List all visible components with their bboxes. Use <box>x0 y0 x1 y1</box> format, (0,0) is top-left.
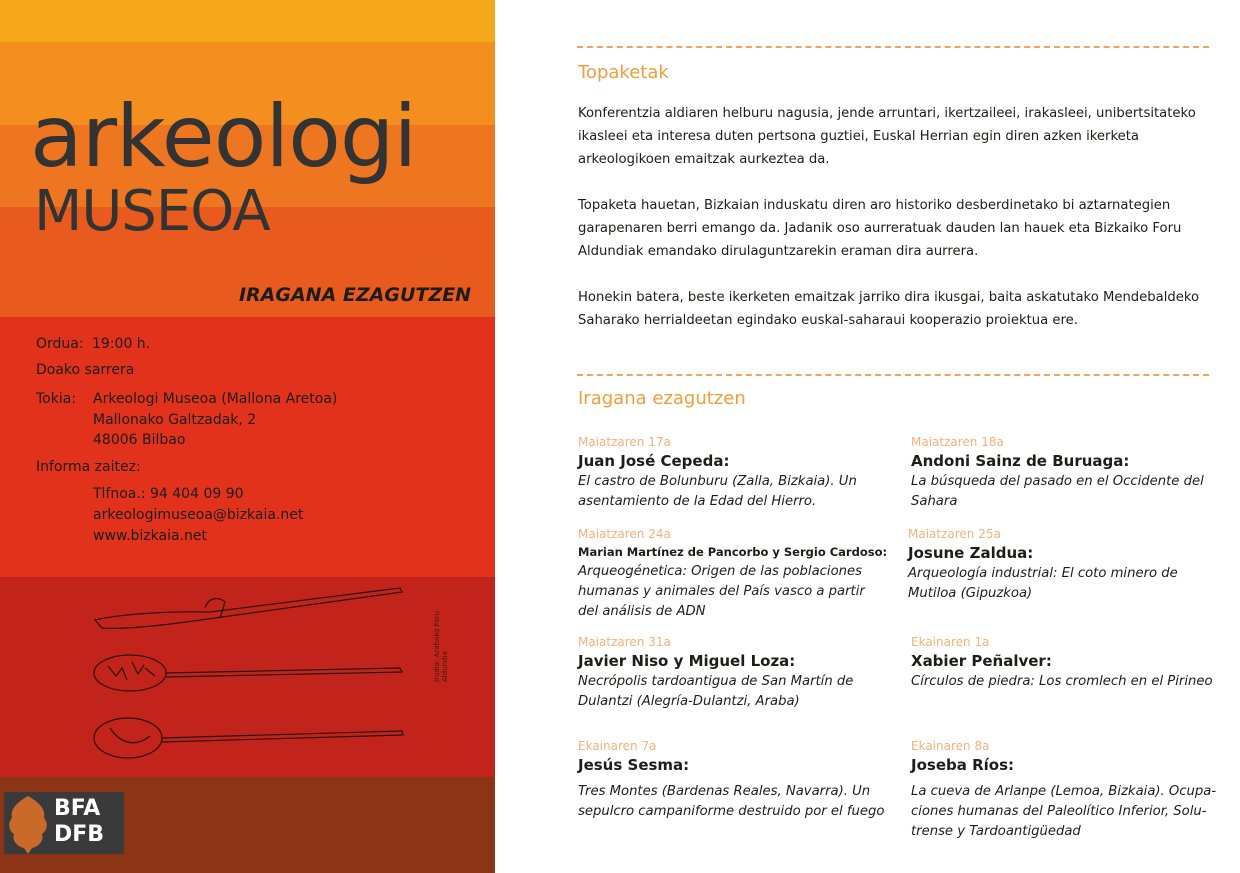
archaeological-tools-illustration <box>90 578 420 768</box>
left-panel <box>0 0 495 873</box>
hour-value: 19:00 h. <box>92 336 151 352</box>
event-speaker: Jesús Sesma: <box>578 756 690 774</box>
hour-label: Ordua: <box>36 336 84 352</box>
web-link[interactable]: www.bizkaia.net <box>93 528 207 544</box>
event-talk: Necrópolis tardoantigua de San Martín de Dulantzi (Alegría-Dulantzi, Araba) <box>578 674 854 709</box>
image-credit: Irudia: Arabako Foru Aldundia <box>433 610 449 682</box>
event-speaker: Javier Niso y Miguel Loza: <box>578 652 796 670</box>
tool-blade <box>95 588 402 628</box>
event-item <box>911 634 1221 692</box>
event-date: Ekainaren 8a <box>911 739 990 753</box>
bfa-line: BFA <box>54 796 101 821</box>
dfb-line: DFB <box>54 822 105 847</box>
event-talk: Arqueogénetica: Origen de las poblaciones humanas y animales del País vasco a partir del análisis de ADN <box>578 564 865 619</box>
event-item <box>578 634 888 712</box>
contact-block <box>93 484 303 547</box>
event-talk: Arqueología industrial: El coto minero de Mutiloa (Gipuzkoa) <box>908 566 1178 601</box>
event-date: Maiatzaren 25a <box>908 527 1001 541</box>
event-talk: La cueva de Arlanpe (Lemoa, Bizkaia). Ocupa- ciones humanas del Paleolítico Inferior, Solu- trense y Tardoantigüedad <box>911 784 1217 839</box>
divider-middle <box>577 374 1209 376</box>
place-line: Mallonako Galtzadak, 2 <box>93 411 257 428</box>
place-address <box>93 389 337 451</box>
event-date: Maiatzaren 18a <box>911 435 1004 449</box>
place-label: Tokia: <box>36 391 77 407</box>
event-speaker: Xabier Peñalver: <box>911 652 1052 670</box>
event-item <box>578 738 888 822</box>
topaketak-paragraph: Topaketa hauetan, Bizkaian induskatu diren aro historiko desberdinetako bi aztarnategien garapenaren berri emango da. Jadanik oso aurreratuak dauden lan hauek eta Bizkaiko Foru Aldundiak emandako dirulaguntzarekin eraman dira aurrera. <box>578 198 1182 259</box>
email-link[interactable]: arkeologimuseoa@bizkaia.net <box>93 507 304 523</box>
inform-label: Informa zaitez: <box>36 459 141 475</box>
iragana-title: Iragana ezagutzen <box>578 388 746 409</box>
oak-leaf-icon <box>4 792 52 854</box>
event-speaker: Marian Martínez de Pancorbo y Sergio Cardoso: <box>578 545 888 559</box>
event-item <box>911 738 1221 842</box>
event-speaker: Juan José Cepeda: <box>578 452 730 470</box>
color-band-1 <box>0 0 495 42</box>
event-item <box>908 526 1218 604</box>
logo-arkeologi: arkeologi <box>30 87 417 187</box>
event-speaker: Andoni Sainz de Buruaga: <box>911 452 1130 470</box>
bfa-text <box>54 796 104 848</box>
topaketak-title: Topaketak <box>578 62 669 83</box>
topaketak-paragraph: Konferentzia aldiaren helburu nagusia, jende arruntari, ikertzaileei, irakasleei, unibertsitateko ikasleei eta interesa duten pertsona guztiei, Euskal Herrian egin diren azken ikerketa arkeologikoen emaitzak aurkeztea da. <box>578 106 1196 167</box>
event-date: Ekainaren 7a <box>578 739 657 753</box>
phone-text: Tlfnoa.: 94 404 09 90 <box>93 486 244 502</box>
event-speaker: Josune Zaldua: <box>908 544 1034 562</box>
right-panel <box>495 0 1240 873</box>
tagline: IRAGANA EZAGUTZEN <box>238 284 471 306</box>
event-talk: Círculos de piedra: Los cromlech en el Pirineo <box>911 674 1213 689</box>
event-date: Maiatzaren 31a <box>578 635 671 649</box>
event-item <box>578 434 888 512</box>
event-item <box>911 434 1221 512</box>
bfa-dfb-logo <box>4 792 124 854</box>
event-date: Maiatzaren 24a <box>578 527 671 541</box>
event-speaker: Joseba Ríos: <box>911 756 1014 774</box>
event-date: Maiatzaren 17a <box>578 435 671 449</box>
entry-text: Doako sarrera <box>36 362 135 378</box>
logo-museoa: MUSEOA <box>34 179 270 244</box>
divider-top <box>577 46 1209 48</box>
event-talk: Tres Montes (Bardenas Reales, Navarra). Un sepulcro campaniforme destruido por el fuego <box>578 784 885 819</box>
event-talk: La búsqueda del pasado en el Occidente del Sahara <box>911 474 1204 509</box>
place-line: 48006 Bilbao <box>93 432 186 448</box>
topaketak-paragraph: Honekin batera, beste ikerketen emaitzak jarriko dira ikusgai, baita askatutako Mendebaldeko Saharako herrialdeetan egindako euskal-saharaui kooperazio proiektua ere. <box>578 290 1200 328</box>
event-item <box>578 526 888 622</box>
event-talk: El castro de Bolunburu (Zalla, Bizkaia). Un asentamiento de la Edad del Hierro. <box>578 474 857 509</box>
event-date: Ekainaren 1a <box>911 635 990 649</box>
place-line: Arkeologi Museoa (Mallona Aretoa) <box>93 391 338 407</box>
